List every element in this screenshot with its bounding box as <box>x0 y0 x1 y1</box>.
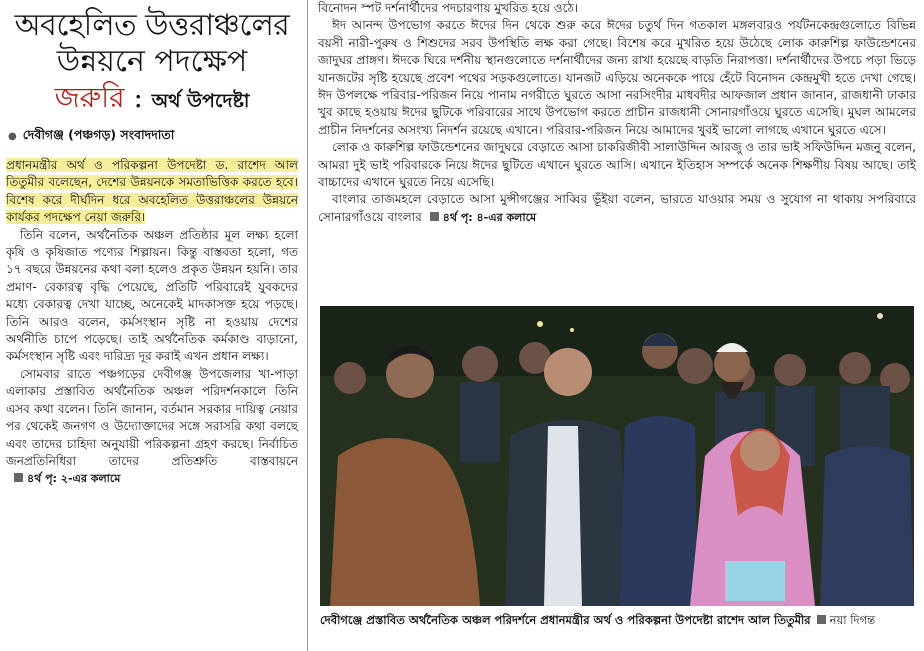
right-article-column <box>318 0 916 651</box>
photo-caption-text: দেবীগঞ্জে প্রস্তাবিত অর্থনৈতিক অঞ্চল পরিদর্শনে প্রধানমন্ত্রীর অর্থ ও পরিকল্পনা উপদেষ্টা রাশেদ আল তিতুমীর <box>320 613 811 627</box>
photo-credit: নয়া দিগন্ত <box>829 613 876 627</box>
paragraph-eid: ঈদ আনন্দ উপভোগ করতে ঈদের দিন থেকে শুরু করে ঈদের চতুর্থ দিন গতকাল মঙ্গলবারও পর্যটনকেন্দ্রগুলোতে বিভিন্ন বয়সী নারী-পুরুষ ও শিশুদের সরব উপস্থিতি লক্ষ করা গেছে। বিশেষ করে মুখরিত হয়ে উঠেছে লোক কারুশিল্প ফাউন্ডেশনের জাদুঘর প্রাঙ্গণ। ঈদকে ঘিরে দর্শনীয় স্থানগুলোতে দর্শনার্থীদের জন্য রাখা হয়েছে বাড়তি নিরাপত্তা। দর্শনার্থীদের উপচে পড়া ভিড়ে যানজটের সৃষ্টি হয়েছে প্রবেশ পথের সড়কগুলোতে। যানজট এড়িয়ে অনেককে পায়ে হেঁটে বিনোদন কেন্দ্রমুখী হতে দেখা গেছে। ঈদ উপলক্ষে পরিবার-পরিজন নিয়ে পানাম নগরীতে ঘুরতে আসা নরসিংদীর মাধবদীর আফজাল প্রধান জানান, রাজধানী ঢাকার খুব কাছে হওয়ায় ঈদের ছুটিকে পরিবারের সাথে উপভোগ করতে প্রাচীন রাজধানী সোনারগাঁওয়ে ঘুরতে এসেছি। মুঘল আমলের প্রাচীন নিদর্শনের অসংখ্য নিদর্শন রয়েছে এখানে। পরিবার-পরিজন নিয়ে আমাদের খুবই ভালো লাগছে এখানে ঘুরতে এসে। <box>318 18 916 137</box>
continued-reference <box>6 472 120 485</box>
bullet-icon: ● <box>8 131 17 142</box>
square-marker-icon <box>817 615 826 624</box>
dateline <box>8 127 298 147</box>
square-marker-icon <box>430 212 439 221</box>
paragraph-goals: তিনি বলেন, অর্থনৈতিক অঞ্চল প্রতিষ্ঠার মূল লক্ষ্য হলো কৃষি ও কৃষিজাত পণ্যের শিল্পায়ন। কিন্তু বাস্তবতা হলো, গত ১৭ বছরে উন্নয়নের কথা বলা হলেও প্রকৃত উন্নয়ন হয়নি। তার প্রমাণ- বেকারত্ব বৃদ্ধি পেয়েছে, প্রতিটি পরিবারেই যুবকদের মধ্যে বেকারত্ব দেখা যাচ্ছে, অনেকেই মাদকাসক্ত হয়ে পড়ছে। তিনি আরও বলেন, কর্মসংস্থান সৃষ্টি না হওয়ায় দেশের অর্থনীতি চাপে পড়েছে। তাই অর্থনৈতিক কর্মকাণ্ড বাড়ানো, কর্মসংস্থান সৃষ্টি এবং দারিদ্র্য দূর করাই এখন প্রধান লক্ষ্য। <box>6 227 298 364</box>
column-divider <box>307 0 308 651</box>
headline-emphasis: জরুরি <box>54 81 125 114</box>
continued-reference-right-text: ৪র্থ পৃ: ৪-এর কলামে <box>442 210 537 224</box>
photo-illustration <box>320 306 914 606</box>
paragraph-museum: লোক ও কারুশিল্প ফাউন্ডেশনের জাদুঘরে বেড়াতে আসা চাকরিজীবী সালাউদ্দিন আরজু ও তার ভাই সফিউদ্দিন মজনু বলেন, আমরা দুই ভাই পরিবারকে নিয়ে ঈদের ছুটিতে এখানে ঘুরতে আসি। এখানে ইতিহাস সম্পর্কে অনেক শিক্ষণীয় বিষয় আছে। তাই বাচ্চাদের এখানে ঘুরতে নিয়ে এসেছি। <box>318 140 916 190</box>
paragraph-intro-text: প্রধানমন্ত্রীর অর্থ ও পরিকল্পনা উপদেষ্টা ড. রাশেদ আল তিতুমীর বলেছেন, দেশের উন্নয়নকে সমতাভিত্তিক করতে হবে। বিশেষ করে দীর্ঘদিন ধরে অবহেলিত উত্তরাঞ্চলের উন্নয়নে কার্যকর পদক্ষেপ নেয়া জরুরি। <box>6 158 298 225</box>
photo-caption <box>320 612 914 631</box>
paragraph-tajmahal-text: বাংলার তাজমহলে বেড়াতে আসা মুন্সীগঞ্জের সাব্বির ভূঁইয়া বলেন, ভারতে যাওয়ার সময় ও সুযোগ না থাকায় সপরিবারে সোনারগাঁওয়ে বাংলার <box>318 192 916 224</box>
headline-line-3 <box>6 80 298 119</box>
paragraph-visit-text: সোমবার রাতে পঞ্চগড়ের দেবীগঞ্জ উপজেলার খা-পাড়া এলাকার প্রস্তাবিত অর্থনৈতিক অঞ্চল পরিদর্শনকালে তিনি এসব কথা বলেন। তিনি জানান, বর্তমান সরকার দায়িত্ব নেয়ার পর থেকেই জনগণ ও উদ্যোক্তাদের সঙ্গে সরাসরি কথা বলছে এবং তাদের চাহিদা অনুযায়ী পরিকল্পনা গ্রহণ করছে। নির্বাচিত জনপ্রতিনিধিরা তাদের প্রতিশ্রুতি বাস্তবায়নে <box>6 366 298 468</box>
left-article-column <box>6 8 298 648</box>
headline-line-1: অবহেলিত উত্তরাঞ্চলের <box>14 8 290 43</box>
headline-attribution: অর্থ উপদেষ্টা <box>151 90 250 112</box>
dateline-text: দেবীগঞ্জ (পঞ্চগড়) সংবাদদাতা <box>22 127 175 142</box>
headline-colon: : <box>124 81 152 114</box>
paragraph-spot: বিনোদন স্পট দর্শনার্থীদের পদচারণায় মুখরিত হয়ে ওঠে। <box>318 1 579 15</box>
paragraph-visit <box>6 366 298 488</box>
paragraph-tajmahal <box>318 191 916 226</box>
headline-line-2: উন্নয়নে পদক্ষেপ <box>56 44 248 79</box>
paragraph-intro <box>6 157 298 227</box>
headline <box>6 8 298 119</box>
square-marker-icon <box>14 473 23 482</box>
continued-reference-text: ৪র্থ পৃ: ২-এর কলামে <box>27 472 121 486</box>
continued-reference-right <box>422 211 536 224</box>
news-photo <box>320 306 914 606</box>
